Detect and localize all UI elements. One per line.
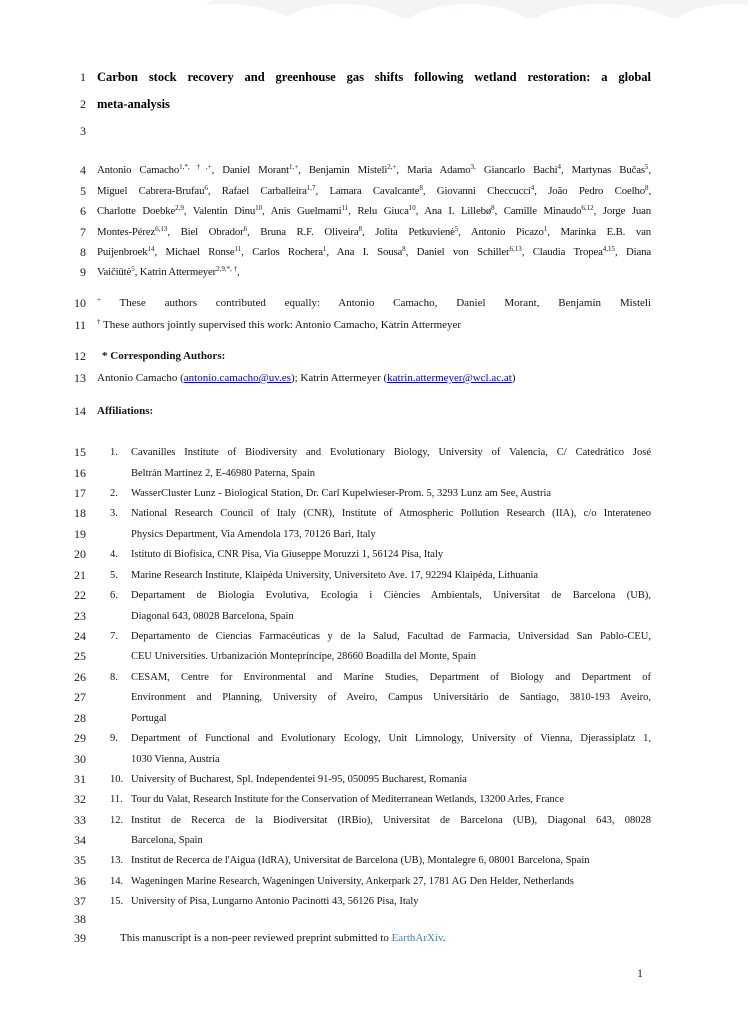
affiliation-line (0, 833, 748, 851)
eartharxiv-link[interactable]: EarthArXiv (391, 932, 443, 944)
text-line (0, 371, 748, 389)
text-span: Diagonal 643, 08028 Barcelona, Spain (131, 611, 294, 622)
author-superscript: † (97, 318, 101, 326)
author-superscript: 2,9 (175, 204, 184, 212)
text-span: , Bruna R.F. Oliveira (247, 226, 359, 238)
text-span: , Relu Giuca (348, 205, 409, 217)
cloud-puff (525, 4, 680, 18)
text-span: , Benjamin Misteli (298, 164, 388, 176)
affiliation-line (0, 547, 748, 565)
affiliation-marker: 14. (110, 876, 124, 887)
author-superscript: 4,15 (602, 245, 616, 253)
line-number: 17 (74, 486, 86, 500)
text-span: WasserCluster Lunz - Biological Station, Dr. Carl Kupelwieser-Prom. 5, 3293 Lunz am See, Austria (131, 488, 552, 499)
line-text (97, 265, 651, 281)
text-span: , Biel Obrador (167, 226, 244, 238)
line-text (97, 245, 651, 261)
line-text (97, 296, 651, 312)
text-span: This manuscript is a non-peer reviewed preprint submitted to (120, 932, 392, 944)
author-superscript: 5 (644, 163, 649, 171)
line-number: 35 (74, 853, 86, 867)
line-number: 25 (74, 649, 86, 663)
line-text (131, 813, 651, 828)
text-span: , Antonio Picazo (458, 226, 544, 238)
line-number: 18 (74, 506, 86, 520)
page-number: 1 (637, 966, 643, 980)
line-number: 4 (80, 163, 86, 177)
affiliation-marker: 6. (110, 590, 118, 601)
line-number: 39 (74, 931, 86, 945)
affiliation-line (0, 690, 748, 708)
line-number: 32 (74, 792, 86, 806)
text-span: These authors jointly supervised this work: Antonio Camacho, Katrin Attermeyer (100, 319, 462, 331)
line-text (131, 792, 651, 807)
affiliation-line (0, 874, 748, 892)
title-line (0, 97, 748, 115)
affiliation-marker: 2. (110, 488, 118, 499)
line-number: 14 (74, 404, 86, 418)
line-text (131, 690, 651, 705)
text-line (0, 349, 748, 367)
text-span: Marine Research Institute, Klaipėda University, Universiteto Ave. 17, 92294 Klaipėda, Lithuania (131, 570, 539, 581)
text-span: meta-analysis (97, 97, 170, 111)
text-span: Barcelona, Spain (131, 835, 203, 846)
text-span: , (648, 164, 651, 176)
text-span: , Katrin Attermeyer (134, 266, 217, 278)
text-span: , Jolita Petkuvienė (362, 226, 455, 238)
author-superscript: 10 (255, 204, 263, 212)
author-superscript: 1,*, †,+ (179, 163, 212, 171)
author-superscript: 1 (322, 245, 327, 253)
line-text (131, 752, 651, 767)
text-span: , Daniel von Schiller (405, 246, 510, 258)
text-span: Physics Department, Via Amendola 173, 70126 Bari, Italy (131, 529, 376, 540)
line-text (97, 225, 651, 241)
line-number: 15 (74, 445, 86, 459)
text-span: Vaičiūtė (97, 266, 132, 278)
affiliation-marker: 5. (110, 570, 118, 581)
line-text (97, 204, 651, 220)
text-span: , Maria Adamo (396, 164, 471, 176)
affiliation-marker: 7. (110, 631, 118, 642)
text-span: Charlotte Doebke (97, 205, 176, 217)
affiliation-line (0, 772, 748, 790)
line-number: 24 (74, 629, 86, 643)
author-superscript: 8 (402, 245, 406, 253)
author-superscript: 11 (341, 204, 349, 212)
text-span: , Valentin Dinu (183, 205, 256, 217)
affiliation-marker: 4. (110, 549, 118, 560)
line-number: 9 (80, 265, 86, 279)
line-number: 38 (74, 912, 86, 926)
line-number: 10 (74, 296, 86, 310)
text-span: Institut de Recerca de l'Aigua (IdRA), Universitat de Barcelona (UB), Montalegre 6, 08001 Barcelona, Spain (131, 855, 590, 866)
author-superscript: 4 (557, 163, 562, 171)
line-text (131, 466, 651, 481)
author-superscript: 6 (243, 225, 248, 233)
line-text (131, 568, 651, 583)
line-number: 8 (80, 245, 86, 259)
line-text (131, 527, 651, 542)
text-span: Miguel Cabrera-Brufau (97, 185, 205, 197)
affiliation-line (0, 466, 748, 484)
line-number: 36 (74, 874, 86, 888)
affiliation-line (0, 752, 748, 770)
text-span: , Giovanni Checcucci (422, 185, 531, 197)
line-number: 22 (74, 588, 86, 602)
line-text (131, 486, 651, 501)
cloud-decoration (205, 0, 748, 18)
text-span: , Ana I. Lillebø (415, 205, 492, 217)
cloud-puff (275, 4, 410, 18)
text-span: Portugal (131, 713, 167, 724)
line-text (97, 404, 651, 419)
line-number: 13 (74, 371, 86, 385)
line-number: 20 (74, 547, 86, 561)
affiliation-marker: 11. (110, 794, 123, 805)
affiliation-marker: 13. (110, 855, 124, 866)
author-superscript: 2,+ (387, 163, 397, 171)
affiliation-line (0, 568, 748, 586)
line-number: 29 (74, 731, 86, 745)
text-span: Institut de Recerca de la Biodiversitat (IRBio), Universitat de Barcelona (UB), Diagonal 643, 08028 (131, 815, 651, 826)
text-span: These authors contributed equally: Antonio Camacho, Daniel Morant, Benjamin Misteli (100, 297, 651, 309)
affiliation-marker: 10. (110, 774, 124, 785)
author-superscript: 4 (530, 184, 535, 192)
text-span: Giancarlo Bachi (475, 164, 558, 176)
text-span: . (442, 932, 446, 944)
author-superscript: 6 (204, 184, 208, 192)
text-span: , (648, 185, 652, 197)
author-superscript: 1,+ (289, 163, 299, 171)
line-number: 31 (74, 772, 86, 786)
affiliation-line (0, 731, 748, 749)
author-superscript: 8 (644, 184, 649, 192)
text-span: , João Pedro Coelho (534, 185, 645, 197)
author-superscript: 8 (419, 184, 423, 192)
line-text (131, 731, 651, 746)
text-span: , Martynas Bučas (561, 164, 645, 176)
line-number: 5 (80, 184, 86, 198)
affiliation-marker: 1. (110, 447, 118, 458)
text-span: 1030 Vienna, Austria (131, 754, 220, 765)
text-span: Beltrán Martinez 2, E-46980 Paterna, Spain (131, 468, 315, 479)
text-line (0, 318, 748, 336)
line-text (131, 649, 651, 664)
author-superscript: 11 (234, 245, 242, 253)
line-number: 28 (74, 711, 86, 725)
line-text (131, 772, 651, 787)
line-number: 34 (74, 833, 86, 847)
author-superscript: 1,7 (306, 184, 316, 192)
line-number: 11 (74, 318, 86, 332)
line-number: 33 (74, 813, 86, 827)
affiliation-line (0, 527, 748, 545)
line-text (97, 931, 651, 946)
author-superscript: 6,12 (581, 204, 594, 212)
line-text (97, 371, 651, 386)
blank-line (0, 124, 748, 142)
text-line (0, 296, 748, 314)
text-span: CEU Universities. Urbanización Montepríncipe, 28660 Boadilla del Monte, Spain (131, 651, 476, 662)
line-text (131, 629, 651, 644)
line-number: 12 (74, 349, 86, 363)
line-text (97, 349, 651, 364)
text-span: Department of Functional and Evolutionary Ecology, Unit Limnology, University of Vienna, Djerassiplatz 1, (131, 733, 651, 744)
affiliation-line (0, 629, 748, 647)
text-span: , Rafael Carballeira (207, 185, 307, 197)
author-line (0, 204, 748, 222)
text-span: Istituto di Biofisica, CNR Pisa, Via Giuseppe Moruzzi 1, 56124 Pisa, Italy (131, 549, 444, 560)
author-superscript: 6,13 (509, 245, 522, 253)
text-span: , Anis Guelmami (262, 205, 342, 217)
line-number: 23 (74, 609, 86, 623)
author-superscript: 8 (491, 204, 495, 212)
affiliation-line (0, 894, 748, 912)
author-superscript: 5 (454, 225, 459, 233)
text-span: , Jorge Juan (593, 205, 652, 217)
affiliation-marker: 15. (110, 896, 124, 907)
text-line (0, 404, 748, 422)
text-span: Antonio Camacho (97, 164, 180, 176)
text-span: Environment and Planning, University of Aveiro, Campus Universitário de Santiago, 3810-193 Aveiro, (131, 692, 651, 703)
line-text (97, 318, 651, 334)
affiliation-marker: 9. (110, 733, 118, 744)
email-link[interactable]: katrin.attermeyer@wcl.ac.at (387, 372, 512, 384)
author-superscript: 10 (408, 204, 416, 212)
cloud-puff (400, 4, 535, 18)
text-span: Puijenbroek (97, 246, 148, 258)
line-number: 1 (80, 70, 86, 84)
text-span: , Carlos Rochera (241, 246, 323, 258)
author-line (0, 184, 748, 202)
line-number: 30 (74, 752, 86, 766)
author-line (0, 245, 748, 263)
line-text (131, 506, 651, 521)
affiliation-marker: 12. (110, 815, 124, 826)
text-span: Montes-Pérez (97, 226, 156, 238)
affiliation-line (0, 649, 748, 667)
line-text (131, 670, 651, 685)
line-text (131, 853, 651, 868)
text-span: * Corresponding Authors: (102, 350, 226, 362)
text-span: Tour du Valat, Research Institute for the Conservation of Mediterranean Wetlands, 13200 Arles, France (131, 794, 565, 805)
text-span: University of Pisa, Lungarno Antonio Pacinotti 43, 56126 Pisa, Italy (131, 896, 419, 907)
text-span: Departamento de Ciencias Farmacéuticas y de la Salud, Facultad de Farmacia, Universidad San Pablo-CEU, (131, 631, 651, 642)
line-text (131, 609, 651, 624)
affiliation-line (0, 445, 748, 463)
line-text (131, 445, 651, 460)
text-span: , Claudia Tropea (521, 246, 603, 258)
affiliation-marker: 8. (110, 672, 118, 683)
text-span: , Marinka E.B. van (547, 226, 651, 238)
text-span: , Camille Minaudo (494, 205, 582, 217)
line-number: 16 (74, 466, 86, 480)
text-span: ); Katrin Attermeyer ( (290, 372, 388, 384)
author-line (0, 163, 748, 181)
affiliation-line (0, 588, 748, 606)
affiliation-line (0, 670, 748, 688)
line-number: 19 (74, 527, 86, 541)
line-text (131, 711, 651, 726)
author-superscript: 8 (358, 225, 362, 233)
line-text (97, 70, 651, 85)
line-text (131, 833, 651, 848)
author-superscript: 1 (543, 225, 548, 233)
author-superscript: 5 (131, 265, 135, 273)
cloud-puff (670, 4, 748, 18)
text-span: University of Bucharest, Spl. Independentei 91-95, 050095 Bucharest, Romania (131, 774, 467, 785)
line-text (131, 547, 651, 562)
line-number: 3 (80, 124, 86, 138)
text-span: , Michael Ronse (154, 246, 235, 258)
title-line (0, 70, 748, 88)
affiliation-line (0, 486, 748, 504)
text-span: , (237, 266, 240, 278)
line-text (97, 97, 651, 112)
blank-line (0, 912, 748, 930)
author-superscript: 3, (470, 163, 476, 171)
email-link[interactable]: antonio.camacho@uv.es (183, 372, 291, 384)
line-text (131, 588, 651, 603)
author-line (0, 225, 748, 243)
text-span: Carbon stock recovery and greenhouse gas shifts following wetland restoration: a global (97, 70, 651, 84)
text-span: , Diana (615, 246, 652, 258)
line-number: 2 (80, 97, 86, 111)
author-superscript: 6,13 (155, 225, 168, 233)
text-span: Affiliations: (97, 405, 154, 417)
affiliation-line (0, 609, 748, 627)
line-number: 26 (74, 670, 86, 684)
line-number: 6 (80, 204, 86, 218)
line-number: 37 (74, 894, 86, 908)
author-superscript: 14 (147, 245, 155, 253)
text-span: , Daniel Morant (211, 164, 290, 176)
text-span: National Research Council of Italy (CNR), Institute of Atmospheric Pollution Research (IIA), c/o Interateneo (131, 508, 651, 519)
text-line (0, 931, 748, 949)
text-span: CESAM, Centre for Environmental and Marine Studies, Department of Biology and Department of (131, 672, 651, 683)
line-text (131, 894, 651, 909)
line-number: 21 (74, 568, 86, 582)
affiliation-marker: 3. (110, 508, 118, 519)
text-span: , Ana I. Sousa (326, 246, 403, 258)
line-text (97, 184, 651, 200)
affiliation-line (0, 792, 748, 810)
affiliation-line (0, 506, 748, 524)
text-span: ) (511, 372, 516, 384)
text-span: Cavanilles Institute of Biodiversity and Evolutionary Biology, University of Valencia, C/ Catedrático José (131, 447, 651, 458)
text-span: Departament de Biologia Evolutiva, Ecologia i Ciències Ambientals, Universitat de Barcelona (UB), (131, 590, 651, 601)
text-span: Antonio Camacho ( (97, 372, 184, 384)
line-number: 7 (80, 225, 86, 239)
text-span: Wageningen Marine Research, Wageningen University, Ankerpark 27, 1781 AG Den Helder, Netherlands (131, 876, 574, 887)
affiliation-line (0, 853, 748, 871)
line-text (97, 163, 651, 179)
author-superscript: 2,9,*, † (216, 265, 238, 273)
line-number: 27 (74, 690, 86, 704)
text-span: , Lamara Cavalcante (315, 185, 420, 197)
author-line (0, 265, 748, 283)
affiliation-line (0, 711, 748, 729)
author-superscript: + (97, 296, 101, 304)
affiliation-line (0, 813, 748, 831)
line-text (131, 874, 651, 889)
